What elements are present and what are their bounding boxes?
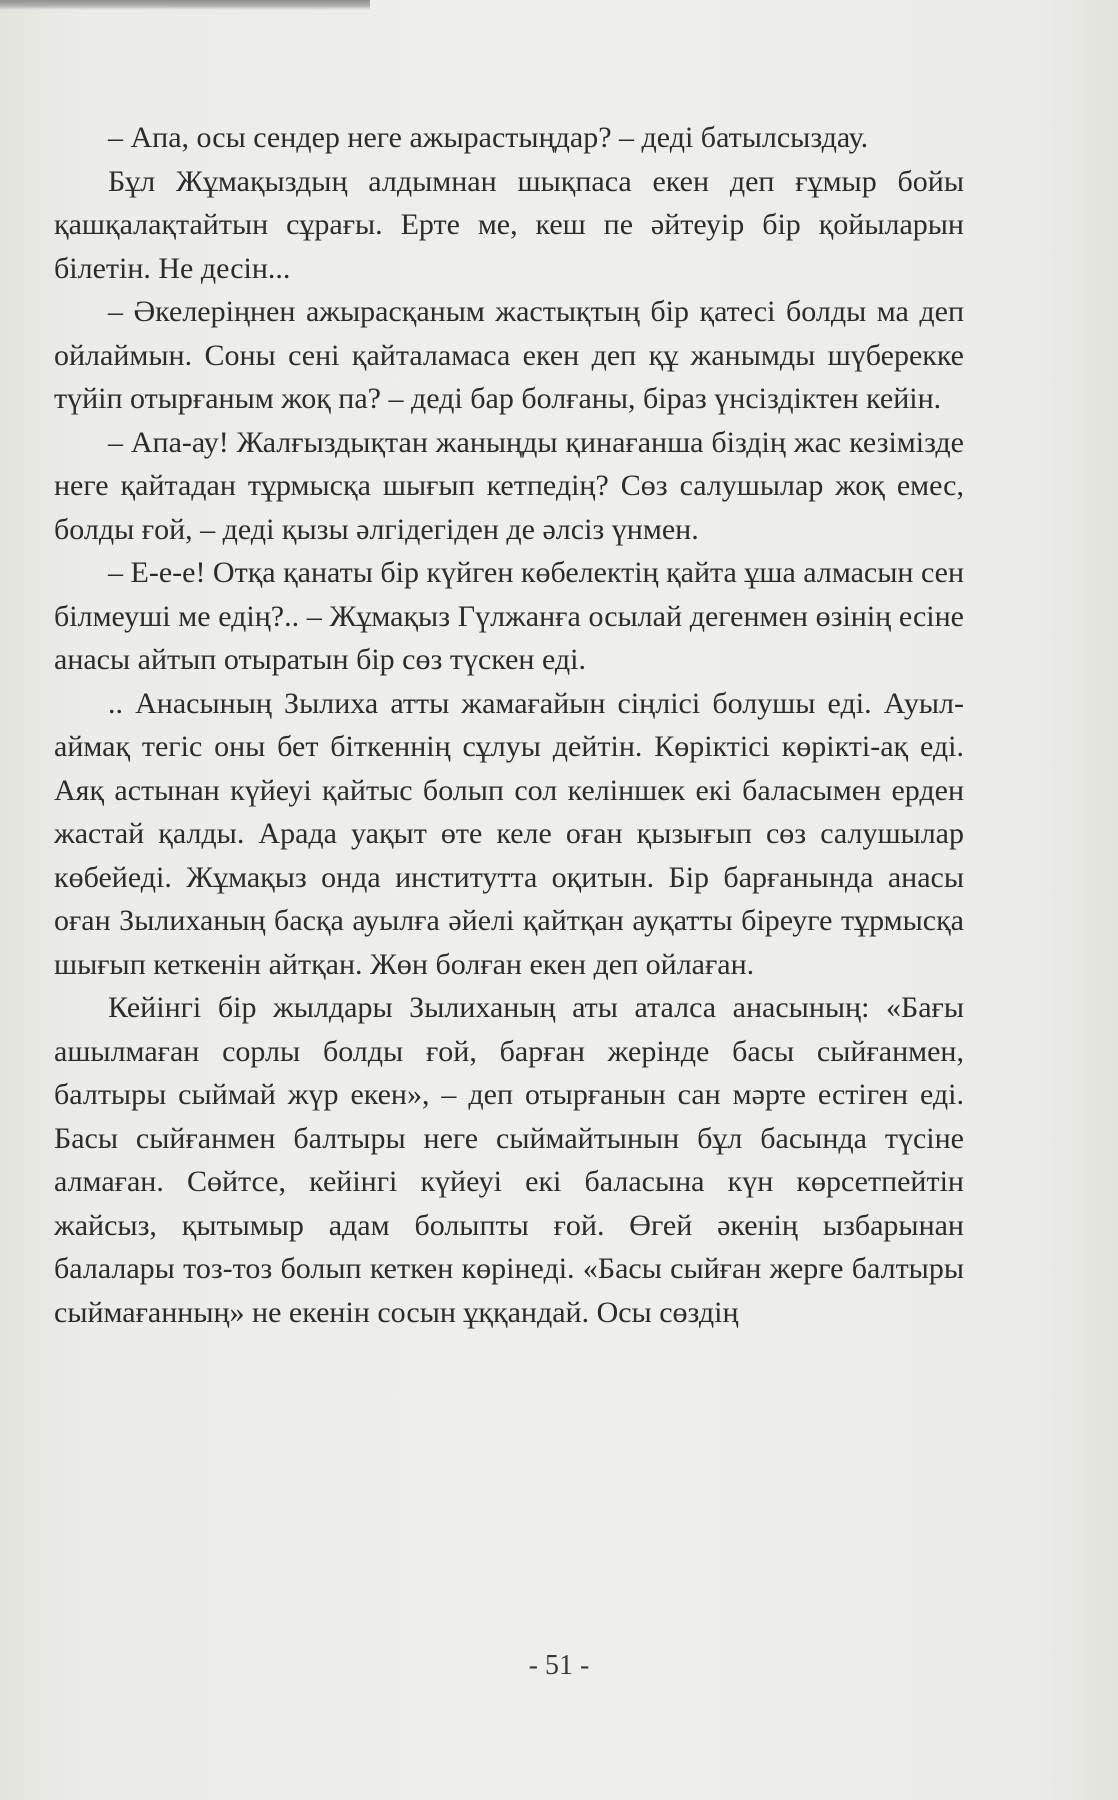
page-body-text <box>54 116 964 1334</box>
paragraph-4: – Апа-ау! Жалғыздықтан жаныңды қинағанша біздің жас кезімізде неге қайтадан тұрмысқа шығып кетпедің? Сөз салушылар жоқ емес, болды ғой, – деді қызы әлгідегіден де әлсіз үнмен. <box>54 425 964 546</box>
paragraph-1: – Апа, осы сендер неге ажырастыңдар? – деді батылсыздау. <box>108 121 869 154</box>
paragraph-6: .. Анасының Зылиха атты жамағайын сіңлісі болушы еді. Ауыл-аймақ тегіс оны бет біткеннің сұлуы дейтін. Көріктісі көрікті-ақ еді. Аяқ астынан күйеуі қайтыс болып сол келіншек екі баласымен ерден жастай қалды. Арада уақыт өте келе оған қызығып сөз салушылар көбейеді. Жұмақыз онда институтта оқитын. Бір барғанында анасы оған Зылиханың басқа ауылға әйелі қайтқан ауқатты біреуге тұрмысқа шығып кеткенін айтқан. Жөн болған екен деп ойлаған. <box>54 686 964 981</box>
paragraph-3: – Әкелеріңнен ажырасқаным жастықтың бір қатесі болды ма деп ойлаймын. Соны сені қайталамаса екен деп құ жанымды шүберекке түйіп отырғаным жоқ па? – деді бар болғаны, біраз үнсіздіктен кейін. <box>54 295 964 415</box>
paragraph-7: Кейінгі бір жылдары Зылиханың аты аталса анасының: «Бағы ашылмаған сорлы болды ғой, барған жерінде басы сыйғанмен, балтыры сыймай жүр екен», – деп отырғанын сан мәрте естіген еді. Басы сыйғанмен балтыры неге сыймайтынын бұл басында түсіне алмаған. Сөйтсе, кейінгі күйеуі екі баласына күн көрсетпейтін жайсыз, қытымыр адам болыпты ғой. Өгей әкенің ызбарынан балалары тоз-тоз болып кеткен көрінеді. «Басы сыйған жерге балтыры сыймағанның» не екенін сосын ұққандай. Осы сөздің <box>54 991 964 1329</box>
scan-edge-strip <box>0 0 370 10</box>
paragraph-2: Бұл Жұмақыздың алдымнан шықпаса екен деп ғұмыр бойы қашқалақтайтын сұрағы. Ерте ме, кеш пе әйтеуір бір қойыларын білетін. Не десін... <box>54 164 964 285</box>
paragraph-5: – Е-е-е! Отқа қанаты бір күйген көбелектің қайта ұша алмасын сен білмеуші ме едің?.. – Жұмақыз Гүлжанға осылай дегенмен өзінің есіне анасы айтып отыратын бір сөз түскен еді. <box>54 556 964 676</box>
page-number: - 51 - <box>528 1650 590 1681</box>
